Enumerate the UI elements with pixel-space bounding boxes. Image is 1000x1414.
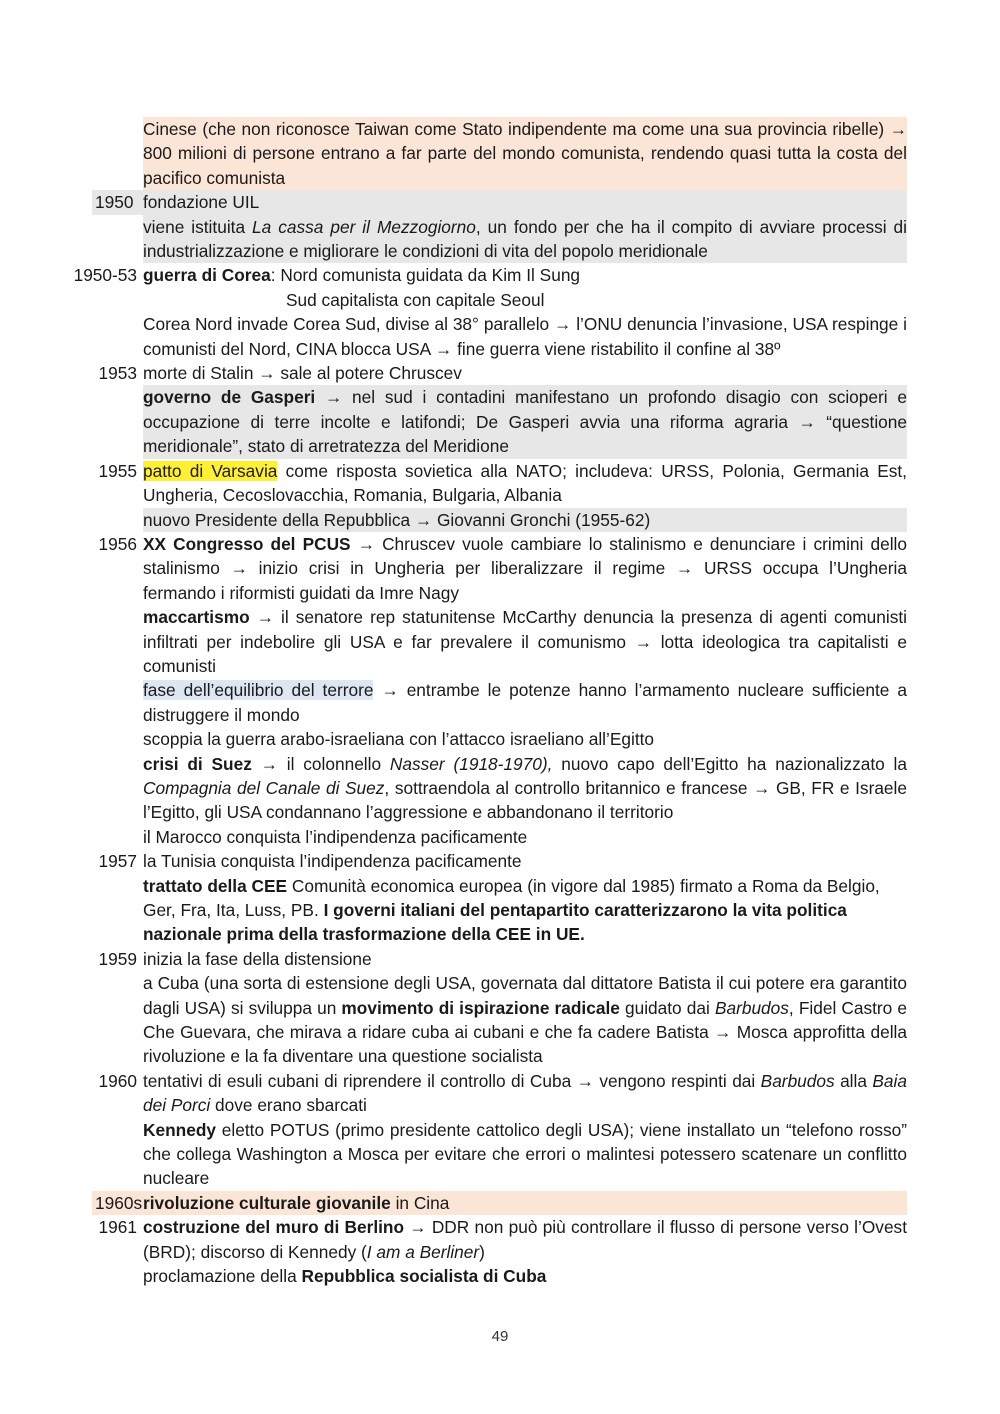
entry-text: Corea Nord invade Corea Sud, divise al 38° parallelo → l’ONU denuncia l’invasione, USA respinge i comunisti del Nord, CINA blocca USA → fine guerra viene ristabilito il confine al 38º: [143, 314, 907, 359]
entry-1959-distensione: [0, 947, 1000, 971]
entry-1950-53-corea: [0, 263, 1000, 287]
entry-text: patto di Varsavia come risposta sovietica alla NATO; includeva: URSS, Polonia, Germania Est, Ungheria, Cecoslovacchia, Romania, Bulgaria, Albania: [143, 460, 907, 506]
entry-text: Cinese (che non riconosce Taiwan come Stato indipendente ma come una sua provincia ribelle) → 800 milioni di persone entrano a far parte del mondo comunista, rendendo quasi tutta la costa del pacifico comunista: [143, 117, 907, 190]
entry-text: costruzione del muro di Berlino → DDR non può più controllare il flusso di persone verso l’Ovest (BRD); discorso di Kennedy (I am a Berliner): [143, 1217, 907, 1262]
entry-guerra-arabo-israeliana: [0, 727, 1000, 751]
page-number: 49: [491, 1328, 509, 1345]
entry-text: maccartismo → il senatore rep statunitense McCarthy denuncia la presenza di agenti comunisti infiltrati per indebolire gli USA e far prevalere il comunismo → lotta ideologica tra capitalisti e comunisti: [143, 607, 907, 676]
entry-1960s-rivoluzione-culturale: [92, 1191, 907, 1215]
entry-text: fase dell’equilibrio del terrore → entrambe le potenze hanno l’armamento nucleare sufficiente a distruggere il mondo: [143, 680, 908, 725]
entry-text: governo de Gasperi → nel sud i contadini manifestano un profondo disagio con scioperi e occupazione di terre incolte e latifondi; De Gasperi avvia una riforma agraria → “questione meridionale”, stato di arretratezza del Meridione: [143, 385, 907, 458]
entry-equilibrio-terrore: [0, 678, 1000, 727]
entry-text: crisi di Suez → il colonnello Nasser (1918-1970), nuovo capo dell’Egitto ha nazionalizzato la Compagnia del Canale di Suez, sottraendola al controllo britannico e francese → GB, FR e Israele l’Egitto, gli USA condannano l’aggressione e abbandonano il territorio: [143, 753, 907, 823]
entry-corea-sud: [0, 288, 1000, 312]
entry-1961-muro-berlino: [0, 1215, 1000, 1264]
entry-maccartismo: [0, 605, 1000, 678]
entry-cina-comunista: [0, 117, 1000, 190]
entry-text: inizia la fase della distensione: [143, 948, 372, 969]
entry-year: 1961: [98, 1217, 137, 1238]
entry-text: morte di Stalin → sale al potere Chruscev: [143, 363, 462, 384]
entry-year: 1950-53: [73, 265, 137, 286]
entry-year: 1960: [98, 1070, 137, 1091]
entry-1960-baia-porci: [0, 1069, 1000, 1118]
entry-kennedy-potus: [0, 1118, 1000, 1191]
entry-1957-tunisia: [0, 849, 1000, 873]
entry-corea-invasione: [0, 312, 1000, 361]
entry-text: il Marocco conquista l’indipendenza pacificamente: [143, 826, 528, 847]
entry-year: 1950: [95, 192, 134, 213]
entry-text: Kennedy eletto POTUS (primo presidente cattolico degli USA); viene installato un “telefono rosso” che collega Washington a Mosca per evitare che errori o malintesi potessero scatenare un conflitto nucleare: [143, 1119, 907, 1189]
entry-text: guerra di Corea: Nord comunista guidata da Kim Il Sung: [143, 265, 581, 286]
entry-text: rivoluzione culturale giovanile in Cina: [143, 1192, 450, 1213]
entry-gronchi: [0, 508, 1000, 532]
entry-year: 1957: [98, 851, 137, 872]
highlight-equilibrio-terrore: fase dell’equilibrio del terrore: [143, 680, 374, 701]
entry-text: scoppia la guerra arabo-israeliana con l’attacco israeliano all’Egitto: [143, 729, 655, 750]
entry-cassa-mezzogiorno: [0, 215, 1000, 264]
entry-text: Sud capitalista con capitale Seoul: [286, 289, 545, 310]
entry-trattato-cee: [0, 874, 1000, 947]
entry-marocco: [0, 825, 1000, 849]
entry-text: a Cuba (una sorta di estensione degli USA, governata dal dittatore Batista il cui potere era garantito dagli USA) si sviluppa un movimento di ispirazione radicale guidato dai Barbudos, Fidel Castro e Che Guevara, che mirava a ridare cuba ai cubani e che fa cadere Batista → Mosca approfitta della rivoluzione e la fa diventare una questione socialista: [143, 973, 907, 1067]
entry-text: nuovo Presidente della Repubblica → Giovanni Gronchi (1955-62): [143, 508, 907, 532]
entry-text: trattato della CEE Comunità economica europea (in vigore dal 1985) firmato a Roma da Belgio, Ger, Fra, Ita, Luss, PB. I governi italiani del pentapartito caratterizzarono la vita politica nazionale prima della trasformazione della CEE in UE.: [143, 875, 880, 945]
entry-text: viene istituita La cassa per il Mezzogiorno, un fondo per che ha il compito di avviare processi di industrializzazione e migliorare le condizioni di vita del popolo meridionale: [143, 215, 907, 264]
entry-1956-pcus: [0, 532, 1000, 605]
entry-year: 1960s: [95, 1192, 143, 1213]
entry-1950-uil: [92, 190, 907, 214]
entry-cuba-barbudos: [0, 971, 1000, 1069]
entry-crisi-suez: [0, 752, 1000, 825]
entry-text: XX Congresso del PCUS → Chruscev vuole cambiare lo stalinismo e denunciare i crimini dello stalinismo → inizio crisi in Ungheria per liberalizzare il regime → URSS occupa l’Ungheria fermando i riformisti guidati da Imre Nagy: [143, 533, 907, 603]
entry-repubblica-cuba: [0, 1264, 1000, 1288]
entry-text: proclamazione della Repubblica socialista di Cuba: [143, 1266, 547, 1287]
highlight-patto-varsavia: patto di Varsavia: [143, 460, 278, 481]
entry-year: 1953: [98, 363, 137, 384]
entry-year: 1956: [98, 533, 137, 554]
entry-year: 1955: [98, 460, 137, 481]
entry-1953-stalin: [0, 361, 1000, 385]
entry-year: 1959: [98, 948, 137, 969]
entry-text: tentativi di esuli cubani di riprendere il controllo di Cuba → vengono respinti dai Barbudos alla Baia dei Porci dove erano sbarcati: [143, 1070, 907, 1116]
entry-governo-de-gasperi: [0, 385, 1000, 458]
document-body: [0, 117, 1000, 1289]
entry-1955-varsavia: [0, 459, 1000, 508]
entry-text: la Tunisia conquista l’indipendenza pacificamente: [143, 851, 522, 872]
entry-text: fondazione UIL: [143, 192, 260, 213]
